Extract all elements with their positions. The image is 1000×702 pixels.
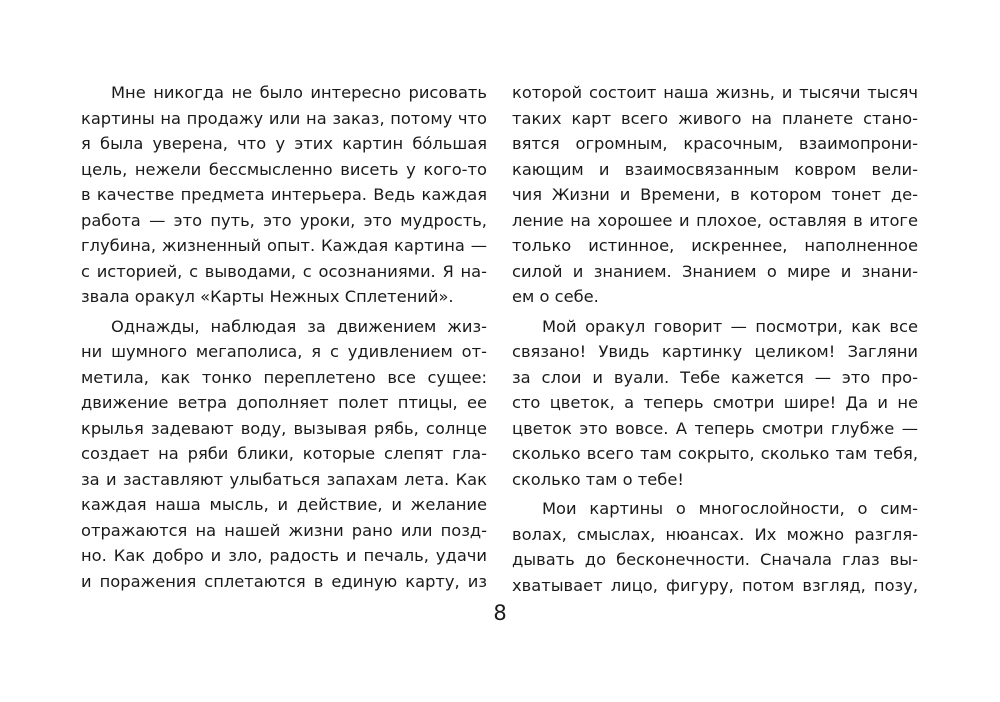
text-line: таких карт всего живого на планете стано- bbox=[512, 108, 918, 128]
text-line: сколько всего там сокрыто, сколько там тебя, bbox=[512, 444, 918, 463]
text-line: движение ветра дополняет полет птицы, ее bbox=[81, 393, 487, 412]
text-line: создает на ряби блики, которые слепят гла- bbox=[81, 444, 487, 463]
text-line: и поражения сплетаются в единую карту, из bbox=[81, 571, 487, 591]
text-line: отражаются на нашей жизни рано или позд- bbox=[81, 520, 487, 540]
paragraph-1 bbox=[81, 80, 487, 310]
text-line: с историей, с выводами, с осознаниями. Я на- bbox=[81, 261, 487, 281]
text-line: звала оракул «Карты Нежных Сплетений». bbox=[81, 287, 454, 306]
text-line: сто цветок, а теперь смотри шире! Да и не bbox=[512, 393, 918, 412]
text-line: волах, смыслах, нюансах. Их можно разгля- bbox=[512, 524, 918, 544]
right-column bbox=[512, 80, 918, 598]
text-line: в качестве предмета интерьера. Ведь каждая bbox=[81, 185, 487, 204]
text-line: картины на продажу или на заказ, потому что bbox=[81, 108, 487, 128]
text-line: чия Жизни и Времени, в котором тонет де- bbox=[512, 185, 918, 204]
paragraph-continuation bbox=[512, 80, 918, 310]
text-line: я была уверена, что у этих картин бо́льшая bbox=[81, 134, 487, 153]
text-line: ление на хорошее и плохое, оставляя в итоге bbox=[512, 210, 918, 230]
left-column bbox=[81, 80, 487, 594]
text-line: ни шумного мегаполиса, я с удивлением от- bbox=[81, 342, 487, 361]
text-line: Мне никогда не было интересно рисовать bbox=[111, 83, 487, 102]
paragraph-3 bbox=[512, 314, 918, 493]
text-line: Однажды, наблюдая за движением жиз- bbox=[111, 316, 487, 336]
text-line: связано! Увидь картинку целиком! Загляни bbox=[512, 342, 918, 361]
paragraph-2 bbox=[81, 314, 487, 595]
text-line: хватывает лицо, фигуру, потом взгляд, позу, bbox=[512, 575, 918, 595]
text-line: крылья задевают воду, вызывая рябь, солнце bbox=[81, 418, 487, 438]
text-line: работа — это путь, это уроки, это мудрость, bbox=[81, 210, 487, 230]
text-line: сколько там о тебе! bbox=[512, 469, 684, 489]
paragraph-4 bbox=[512, 496, 918, 598]
text-line: метила, как тонко переплетено все сущее: bbox=[81, 367, 487, 387]
text-line: силой и знанием. Знанием о мире и знани- bbox=[512, 261, 918, 281]
text-line: которой состоит наша жизнь, и тысячи тысяч bbox=[512, 83, 918, 102]
text-line: за и заставляют улыбаться запахам лета. Как bbox=[81, 469, 487, 489]
text-line: только истинное, искреннее, наполненное bbox=[512, 236, 918, 255]
text-line: кающим и взаимосвязанным ковром вели- bbox=[512, 159, 918, 179]
text-line: каждая наша мысль, и действие, и желание bbox=[81, 495, 487, 514]
text-line: но. Как добро и зло, радость и печаль, удачи bbox=[81, 546, 487, 565]
text-line: ем о себе. bbox=[512, 287, 599, 306]
text-line: Мой оракул говорит — посмотри, как все bbox=[542, 316, 918, 336]
text-line: дывать до бесконечности. Сначала глаз вы- bbox=[512, 550, 918, 569]
text-line: вятся огромным, красочным, взаимопрони- bbox=[512, 134, 918, 153]
text-line: цветок это вовсе. А теперь смотри глубже — bbox=[512, 418, 918, 438]
text-line: за слои и вуали. Тебе кажется — это про- bbox=[512, 367, 918, 387]
text-line: Мои картины о многослойности, о сим- bbox=[542, 499, 918, 518]
page-number: 8 bbox=[493, 601, 507, 625]
text-line: глубина, жизненный опыт. Каждая картина — bbox=[81, 236, 487, 255]
text-line: цель, нежели бессмысленно висеть у кого-то bbox=[81, 159, 487, 179]
